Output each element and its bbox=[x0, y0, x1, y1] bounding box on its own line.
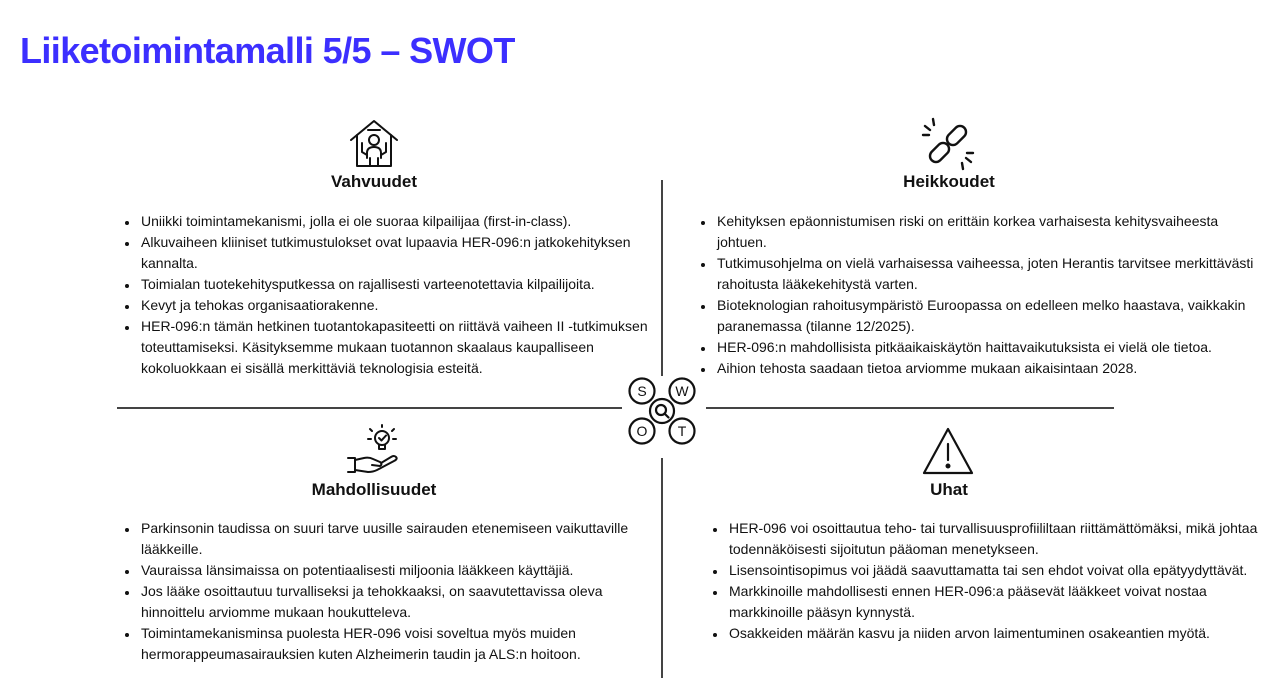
list-item: • Vauraissa länsimaissa on potentiaalisesti miljoonia lääkkeen käyttäjiä. bbox=[139, 560, 659, 581]
swot-emblem bbox=[625, 374, 699, 448]
strengths-heading: Vahvuudet bbox=[331, 172, 417, 191]
person-house-icon bbox=[346, 116, 402, 172]
page-title: Liiketoimintamalli 5/5 – SWOT bbox=[20, 30, 515, 71]
opportunities-heading: Mahdollisuudet bbox=[311, 480, 437, 499]
list-item: • Markkinoille mahdollisesti ennen HER-096:a pääsevät lääkkeet voivat nostaa markkinoille pääsyn kynnystä. bbox=[727, 581, 1272, 623]
swot-letter-o: O bbox=[636, 423, 648, 439]
swot-letter-t: T bbox=[677, 423, 687, 439]
list-item: • Tutkimusohjelma on vielä varhaisessa vaiheessa, joten Herantis tarvitsee merkittävästi rahoitusta lääkekehitystä varten. bbox=[715, 253, 1260, 295]
vertical-divider-bottom bbox=[661, 458, 663, 678]
list-item: • HER-096:n tämän hetkinen tuotantokapasiteetti on riittävä vaiheen II -tutkimuksen toteuttamiseksi. Käsityksemme mukaan tuotannon skaalaus kaupalliseen kokoluokkaan ei sisällä merkittäviä teknologisia esteitä. bbox=[139, 316, 679, 379]
horizontal-divider-right bbox=[706, 407, 1114, 409]
horizontal-divider-left bbox=[117, 407, 622, 409]
list-item: • Parkinsonin taudissa on suuri tarve uusille sairauden etenemiseen vaikuttaville lääkkeille. bbox=[139, 518, 659, 560]
list-item: • Lisensointisopimus voi jäädä saavuttamatta tai sen ehdot voivat olla epätyydyttävät. bbox=[727, 560, 1272, 581]
list-item: • Aihion tehosta saadaan tietoa arviomme mukaan aikaisintaan 2028. bbox=[715, 358, 1260, 379]
swot-letter-w: W bbox=[675, 383, 689, 399]
weaknesses-heading: Heikkoudet bbox=[903, 172, 995, 191]
list-item: • Jos lääke osoittautuu turvalliseksi ja tehokkaaksi, on saavutettavissa oleva hinnoittelu arviomme mukaan houkutteleva. bbox=[139, 581, 659, 623]
strengths-list bbox=[118, 211, 679, 379]
list-item: • HER-096:n mahdollisista pitkäaikaiskäytön haittavaikutuksista ei vielä ole tietoa. bbox=[715, 337, 1260, 358]
magnifier-icon bbox=[650, 399, 674, 423]
threats-list bbox=[706, 518, 1272, 644]
weaknesses-list bbox=[694, 211, 1260, 379]
list-item: • Osakkeiden määrän kasvu ja niiden arvon laimentuminen osakeantien myötä. bbox=[727, 623, 1272, 644]
list-item: • Kevyt ja tehokas organisaatiorakenne. bbox=[139, 295, 679, 316]
list-item: • HER-096 voi osoittautua teho- tai turvallisuusprofiililtaan riittämättömäksi, mikä johtaa todennäköisesti sijoitutun pääoman menetykseen. bbox=[727, 518, 1272, 560]
list-item: • Bioteknologian rahoitusympäristö Euroopassa on edelleen melko haastava, vaikkakin paranemassa (tilanne 12/2025). bbox=[715, 295, 1260, 337]
list-item: • Toimialan tuotekehitysputkessa on rajallisesti varteenotettavia kilpailijoita. bbox=[139, 274, 679, 295]
threats-heading: Uhat bbox=[930, 480, 968, 499]
list-item: • Toimintamekanisminsa puolesta HER-096 voisi soveltua myös muiden hermorappeumasairauksien kuten Alzheimerin taudin ja ALS:n hoitoon. bbox=[139, 623, 659, 665]
broken-chain-icon bbox=[920, 116, 976, 172]
list-item: • Uniikki toimintamekanismi, jolla ei ole suoraa kilpailijaa (first-in-class). bbox=[139, 211, 679, 232]
swot-letter-s: S bbox=[637, 383, 647, 399]
opportunities-list bbox=[118, 518, 659, 665]
warning-triangle-icon bbox=[920, 424, 976, 480]
list-item: • Alkuvaiheen kliiniset tutkimustulokset ovat lupaavia HER-096:n jatkokehityksen kannalta. bbox=[139, 232, 679, 274]
hand-lightbulb-icon bbox=[346, 424, 402, 480]
list-item: • Kehityksen epäonnistumisen riski on erittäin korkea varhaisesta kehitysvaiheesta johtuen. bbox=[715, 211, 1260, 253]
